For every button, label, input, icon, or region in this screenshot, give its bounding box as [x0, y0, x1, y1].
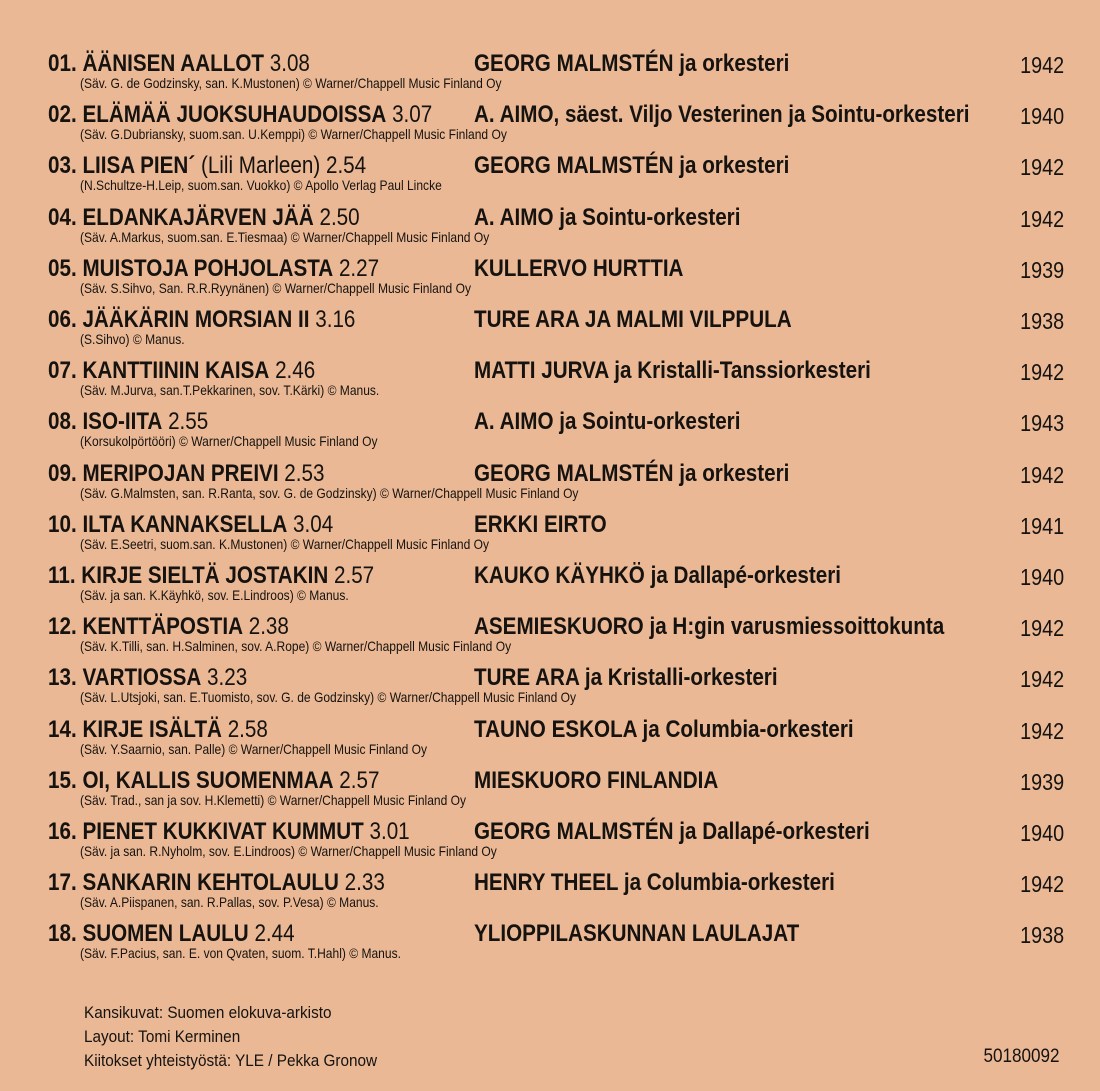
track-row [48, 818, 1068, 868]
track-duration: 3.07 [392, 101, 433, 129]
track-duration: 2.54 [325, 152, 367, 180]
track-year: 1938 [1019, 922, 1064, 949]
track-heading [48, 255, 379, 283]
track-number: 09. [48, 459, 77, 487]
track-row [48, 306, 1068, 356]
track-title: VARTIOSSA [82, 664, 202, 692]
track-credit: (Säv. E.Seetri, suom.san. K.Mustonen) © Warner/Chappell Music Finland Oy [80, 535, 490, 552]
track-title: OI, KALLIS SUOMENMAA [82, 766, 334, 794]
track-duration: 2.57 [339, 766, 380, 794]
track-row [48, 869, 1068, 919]
track-year: 1939 [1019, 256, 1064, 283]
track-artist: MATTI JURVA ja Kristalli-Tanssiorkesteri [474, 357, 871, 385]
thanks-credit: Kiitokset yhteistyöstä: YLE / Pekka Gronow [84, 1051, 378, 1070]
track-credit: (N.Schultze-H.Leip, suom.san. Vuokko) © Apollo Verlag Paul Lincke [80, 177, 442, 194]
track-duration: 2.55 [168, 408, 209, 436]
track-artist: TURE ARA ja Kristalli-orkesteri [474, 664, 778, 692]
catalog-number: 50180092 [983, 1046, 1060, 1067]
track-title: KIRJE ISÄLTÄ [82, 715, 222, 743]
track-heading [48, 460, 324, 488]
track-row [48, 460, 1068, 510]
track-number: 01. [48, 50, 77, 77]
track-artist: A. AIMO ja Sointu-orkesteri [474, 203, 741, 231]
track-artist: YLIOPPILASKUNNAN LAULAJAT [474, 920, 800, 948]
track-title: KANTTIININ KAISA [82, 357, 270, 385]
track-duration: 3.08 [269, 50, 310, 77]
track-row [48, 511, 1068, 561]
track-title: SANKARIN KEHTOLAULU [82, 869, 339, 897]
track-heading [48, 511, 333, 539]
track-number: 14. [48, 715, 77, 743]
track-row [48, 767, 1068, 817]
track-title: ELÄMÄÄ JUOKSUHAUDOISSA [82, 101, 387, 129]
track-number: 08. [48, 408, 77, 436]
track-number: 11. [48, 562, 76, 589]
track-credit: (Säv. L.Utsjoki, san. E.Tuomisto, sov. G. de Godzinsky) © Warner/Chappell Music Finland Oy [80, 689, 576, 706]
track-year: 1942 [1019, 154, 1064, 181]
track-row [48, 152, 1068, 202]
track-title: LIISA PIEN´ [82, 152, 196, 180]
track-heading [48, 562, 374, 590]
track-row [48, 255, 1068, 305]
track-number: 07. [48, 357, 77, 385]
track-heading [48, 920, 295, 948]
track-duration: 2.50 [319, 203, 360, 231]
track-artist: ASEMIESKUORO ja H:gin varusmiessoittokunta [474, 613, 945, 641]
track-title: MERIPOJAN PREIVI [82, 459, 279, 487]
cover-credit: Kansikuvat: Suomen elokuva-arkisto [84, 1003, 332, 1022]
track-artist: MIESKUORO FINLANDIA [474, 766, 719, 794]
track-title: JÄÄKÄRIN MORSIAN II [82, 306, 310, 333]
track-heading [48, 204, 360, 232]
track-credit: (Korsukolpörtööri) © Warner/Chappell Music Finland Oy [80, 433, 378, 450]
track-artist: ERKKI EIRTO [474, 510, 607, 538]
track-row [48, 664, 1068, 714]
track-credit: (Säv. Y.Saarnio, san. Palle) © Warner/Chappell Music Finland Oy [80, 740, 428, 757]
track-year: 1940 [1019, 820, 1064, 846]
track-year: 1942 [1019, 461, 1064, 488]
track-number: 13. [48, 664, 77, 692]
track-title: PIENET KUKKIVAT KUMMUT [82, 818, 364, 845]
track-year: 1940 [1019, 564, 1064, 590]
track-title: ÄÄNISEN AALLOT [82, 50, 264, 77]
track-title: KIRJE SIELTÄ JOSTAKIN [81, 562, 329, 589]
track-heading [48, 306, 355, 334]
track-artist: KULLERVO HURTTIA [474, 254, 684, 282]
track-credit: (Säv. Trad., san ja sov. H.Klemetti) © Warner/Chappell Music Finland Oy [80, 791, 467, 808]
track-heading [48, 101, 432, 129]
track-credit: (Säv. G.Malmsten, san. R.Ranta, sov. G. de Godzinsky) © Warner/Chappell Music Finland Oy [80, 484, 579, 501]
track-row [48, 50, 1068, 100]
track-title: SUOMEN LAULU [82, 920, 249, 948]
track-year: 1942 [1019, 615, 1064, 642]
track-number: 05. [48, 254, 77, 282]
track-row [48, 920, 1068, 970]
track-year: 1942 [1019, 359, 1064, 386]
track-heading [48, 613, 289, 641]
track-duration: 2.38 [248, 613, 289, 641]
track-year: 1942 [1019, 205, 1064, 232]
track-duration: 2.53 [284, 459, 325, 487]
track-duration: 3.01 [369, 818, 410, 845]
track-duration: 2.58 [227, 715, 268, 743]
layout-credit: Layout: Tomi Kerminen [84, 1027, 241, 1046]
track-artist: TURE ARA JA MALMI VILPPULA [474, 306, 792, 333]
track-year: 1941 [1019, 512, 1064, 539]
track-title: MUISTOJA POHJOLASTA [82, 254, 334, 282]
track-year: 1942 [1019, 717, 1064, 744]
track-number: 16. [48, 818, 77, 845]
track-year: 1940 [1019, 103, 1064, 130]
track-heading [48, 818, 410, 846]
track-number: 06. [48, 306, 77, 333]
track-row [48, 716, 1068, 766]
track-artist: GEORG MALMSTÉN ja orkesteri [474, 459, 790, 487]
track-number: 18. [48, 920, 77, 948]
track-credit: (Säv. F.Pacius, san. E. von Qvaten, suom. T.Hahl) © Manus. [80, 945, 401, 962]
track-year: 1942 [1019, 666, 1064, 693]
track-duration: 3.23 [207, 664, 248, 692]
track-heading [48, 152, 366, 180]
track-credit: (Säv. A.Piispanen, san. R.Pallas, sov. P.Vesa) © Manus. [80, 894, 379, 911]
track-row [48, 101, 1068, 151]
track-row [48, 408, 1068, 458]
track-subtitle: (Lili Marleen) [200, 152, 321, 180]
footer-credits [84, 1001, 377, 1073]
track-credit: (Säv. S.Sihvo, San. R.R.Ryynänen) © Warner/Chappell Music Finland Oy [80, 279, 471, 296]
track-duration: 2.44 [254, 920, 295, 948]
track-duration: 2.57 [333, 562, 375, 589]
track-number: 17. [48, 869, 77, 897]
track-year: 1942 [1019, 52, 1064, 78]
track-year: 1939 [1019, 768, 1064, 795]
track-duration: 3.04 [293, 510, 334, 538]
track-title: KENTTÄPOSTIA [82, 613, 243, 641]
track-credit: (Säv. ja san. K.Käyhkö, sov. E.Lindroos) © Manus. [80, 587, 349, 603]
track-title: ISO-IITA [82, 408, 163, 436]
track-title: ILTA KANNAKSELLA [82, 510, 288, 538]
track-duration: 2.33 [344, 869, 385, 897]
track-duration: 2.27 [338, 254, 380, 282]
track-credit: (Säv. A.Markus, suom.san. E.Tiesmaa) © Warner/Chappell Music Finland Oy [80, 228, 490, 245]
track-title: ELDANKAJÄRVEN JÄÄ [82, 203, 314, 231]
track-credit: (Säv. M.Jurva, san.T.Pekkarinen, sov. T.Kärki) © Manus. [80, 382, 380, 399]
track-heading [48, 664, 247, 692]
track-artist: HENRY THEEL ja Columbia-orkesteri [474, 869, 835, 897]
track-heading [48, 50, 310, 78]
track-year: 1942 [1019, 871, 1064, 898]
track-number: 10. [48, 510, 77, 538]
track-artist: GEORG MALMSTÉN ja Dallapé-orkesteri [474, 818, 870, 845]
track-row [48, 357, 1068, 407]
track-credit: (Säv. K.Tilli, san. H.Salminen, sov. A.Rope) © Warner/Chappell Music Finland Oy [80, 638, 512, 655]
track-duration: 2.46 [275, 357, 316, 385]
track-heading [48, 869, 385, 897]
track-credit: (Säv. G. de Godzinsky, san. K.Mustonen) © Warner/Chappell Music Finland Oy [80, 75, 502, 91]
track-number: 04. [48, 203, 77, 231]
track-artist: GEORG MALMSTÉN ja orkesteri [474, 152, 790, 180]
track-artist: TAUNO ESKOLA ja Columbia-orkesteri [474, 715, 854, 743]
track-artist: A. AIMO ja Sointu-orkesteri [474, 408, 741, 436]
track-credit: (Säv. G.Dubriansky, suom.san. U.Kemppi) © Warner/Chappell Music Finland Oy [80, 126, 507, 143]
track-year: 1943 [1019, 410, 1064, 437]
track-row [48, 613, 1068, 663]
track-year: 1938 [1019, 308, 1064, 334]
track-heading [48, 716, 268, 744]
track-artist: KAUKO KÄYHKÖ ja Dallapé-orkesteri [474, 562, 842, 589]
track-number: 03. [48, 152, 77, 180]
track-credit: (S.Sihvo) © Manus. [80, 331, 185, 347]
track-row [48, 204, 1068, 254]
track-heading [48, 408, 208, 436]
track-duration: 3.16 [315, 306, 356, 333]
track-heading [48, 357, 315, 385]
track-number: 15. [48, 766, 77, 794]
track-row [48, 562, 1068, 612]
track-artist: A. AIMO, säest. Viljo Vesterinen ja Sointu-orkesteri [474, 101, 970, 129]
track-number: 12. [48, 613, 77, 641]
track-heading [48, 767, 379, 795]
track-credit: (Säv. ja san. R.Nyholm, sov. E.Lindroos) © Warner/Chappell Music Finland Oy [80, 843, 497, 859]
track-artist: GEORG MALMSTÉN ja orkesteri [474, 50, 790, 77]
track-number: 02. [48, 101, 77, 129]
